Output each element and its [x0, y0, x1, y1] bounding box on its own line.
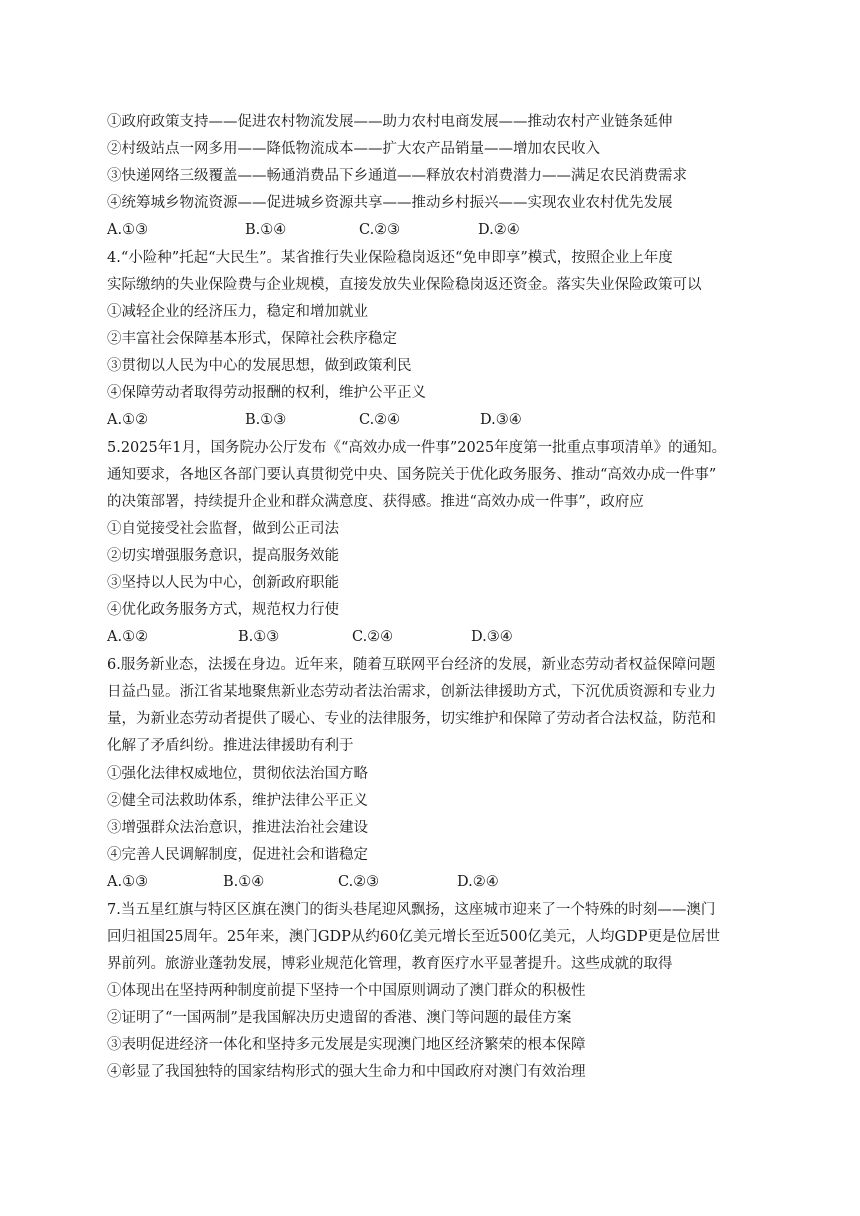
q4-option-c[interactable]: C.②④	[359, 412, 401, 428]
q4-option-b[interactable]: B.①③	[245, 412, 287, 428]
q5-item-1: ①自觉接受社会监督，做到公正司法	[107, 521, 339, 537]
q5-option-b[interactable]: B.①③	[238, 629, 280, 645]
q5-item-2: ②切实增强服务意识，提高服务效能	[107, 548, 339, 564]
q4-item-4: ④保障劳动者取得劳动报酬的权利，维护公平正义	[107, 385, 426, 401]
q5-stem-line-1: 5.2025年1月，国务院办公厅发布《“高效办成一件事”2025年度第一批重点事项清单》的通知。	[107, 440, 727, 456]
q7-stem-line-1: 7.当五星红旗与特区区旗在澳门的街头巷尾迎风飘扬，这座城市迎来了一个特殊的时刻——澳门	[107, 902, 716, 918]
q6-item-2: ②健全司法救助体系，维护法律公平正义	[107, 793, 368, 809]
q5-item-4: ④优化政务服务方式，规范权力行使	[107, 602, 339, 618]
q3-option-c[interactable]: C.②③	[359, 222, 401, 238]
q3-item-3: ③快递网络三级覆盖——畅通消费品下乡通道——释放农村消费潜力——满足农民消费需求	[107, 168, 687, 184]
q7-stem-line-2: 回归祖国25周年。25年来，澳门GDP从约60亿美元增长至近500亿美元，人均GDP更是位居世	[107, 929, 720, 945]
q3-item-4: ④统筹城乡物流资源——促进城乡资源共享——推动乡村振兴——实现农业农村优先发展	[107, 195, 673, 211]
q5-stem-line-3: 的决策部署，持续提升企业和群众满意度、获得感。推进“高效办成一件事”，政府应	[107, 494, 644, 510]
q6-item-1: ①强化法律权威地位，贯彻依法治国方略	[107, 766, 368, 782]
q5-option-c[interactable]: C.②④	[352, 629, 394, 645]
q6-stem-line-3: 量，为新业态劳动者提供了暖心、专业的法律服务，切实维护和保障了劳动者合法权益，防范和	[107, 711, 716, 727]
q6-option-d[interactable]: D.②④	[457, 874, 499, 890]
q7-item-2: ②证明了“一国两制”是我国解决历史遗留的香港、澳门等问题的最佳方案	[107, 1010, 572, 1026]
q5-option-d[interactable]: D.③④	[471, 629, 513, 645]
q7-item-3: ③表明促进经济一体化和坚持多元发展是实现澳门地区经济繁荣的根本保障	[107, 1037, 586, 1053]
q3-option-d[interactable]: D.②④	[478, 222, 520, 238]
q6-stem-line-1: 6.服务新业态，法援在身边。近年来，随着互联网平台经济的发展，新业态劳动者权益保障问题	[107, 657, 716, 673]
q5-stem-line-2: 通知要求，各地区各部门要认真贯彻党中央、国务院关于优化政务服务、推动“高效办成一件事”	[107, 467, 717, 483]
q6-option-a[interactable]: A.①③	[107, 874, 149, 890]
q3-option-a[interactable]: A.①③	[107, 222, 149, 238]
q3-item-1: ①政府政策支持——促进农村物流发展——助力农村电商发展——推动农村产业链条延伸	[107, 114, 673, 130]
q6-option-b[interactable]: B.①④	[223, 874, 265, 890]
q7-item-1: ①体现出在坚持两种制度前提下坚持一个中国原则调动了澳门群众的积极性	[107, 983, 586, 999]
q6-item-4: ④完善人民调解制度，促进社会和谐稳定	[107, 847, 368, 863]
q6-item-3: ③增强群众法治意识，推进法治社会建设	[107, 820, 368, 836]
q4-item-3: ③贯彻以人民为中心的发展思想，做到政策利民	[107, 358, 412, 374]
q7-stem-line-3: 界前列。旅游业蓬勃发展，博彩业规范化管理，教育医疗水平显著提升。这些成就的取得	[107, 956, 673, 972]
q4-stem-line-1: 4.“小险种”托起“大民生”。某省推行失业保险稳岗返还“免申即享”模式，按照企业上年度	[107, 250, 673, 266]
q4-option-d[interactable]: D.③④	[480, 412, 522, 428]
q4-item-2: ②丰富社会保障基本形式，保障社会秩序稳定	[107, 331, 397, 347]
q6-stem-line-4: 化解了矛盾纠纷。推进法律援助有利于	[107, 738, 354, 754]
q5-item-3: ③坚持以人民为中心，创新政府职能	[107, 575, 339, 591]
q5-option-a[interactable]: A.①②	[107, 629, 149, 645]
q4-item-1: ①减轻企业的经济压力，稳定和增加就业	[107, 304, 368, 320]
q7-item-4: ④彰显了我国独特的国家结构形式的强大生命力和中国政府对澳门有效治理	[107, 1064, 586, 1080]
q4-stem-line-2: 实际缴纳的失业保险费与企业规模，直接发放失业保险稳岗返还资金。落实失业保险政策可以	[107, 277, 702, 293]
q3-option-b[interactable]: B.①④	[245, 222, 287, 238]
q4-option-a[interactable]: A.①②	[107, 412, 149, 428]
q6-option-c[interactable]: C.②③	[338, 874, 380, 890]
q3-item-2: ②村级站点一网多用——降低物流成本——扩大农产品销量——增加农民收入	[107, 141, 600, 157]
q6-stem-line-2: 日益凸显。浙江省某地聚焦新业态劳动者法治需求，创新法律援助方式，下沉优质资源和专业力	[107, 684, 716, 700]
